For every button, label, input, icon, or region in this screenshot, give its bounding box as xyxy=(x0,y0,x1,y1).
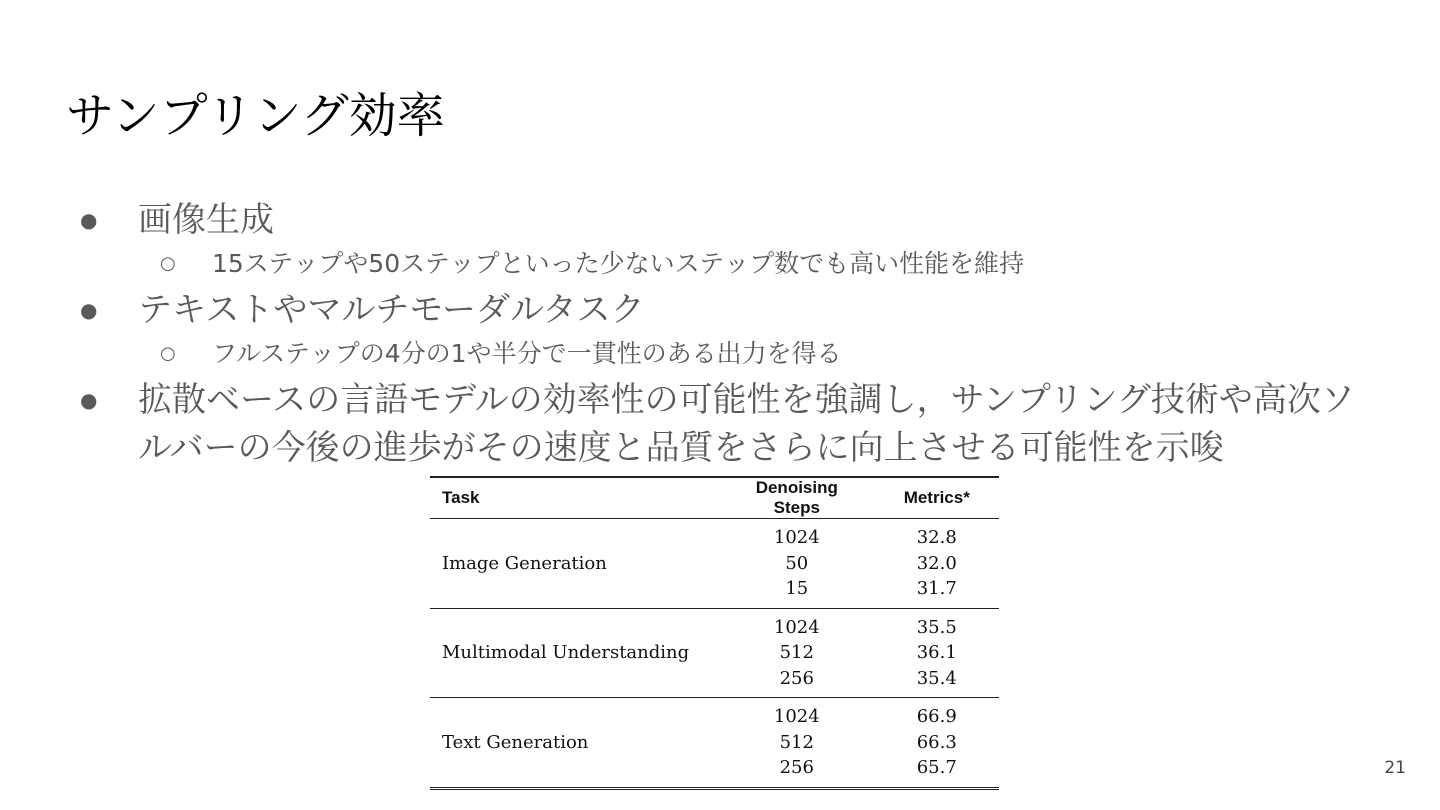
steps-value: 1024 xyxy=(773,527,820,548)
table-row xyxy=(430,608,999,698)
bullet-text: 画像生成 xyxy=(138,200,274,240)
steps-cell xyxy=(719,519,874,609)
page-number: 21 xyxy=(1384,758,1406,778)
metric-value: 36.1 xyxy=(916,642,957,663)
steps-value: 1024 xyxy=(773,706,820,727)
sub-bullet-item xyxy=(80,334,1380,374)
table-row xyxy=(430,519,999,609)
table-row xyxy=(430,698,999,789)
bullet-marker: ● xyxy=(80,388,98,412)
bullet-text: テキストやマルチモーダルタスク xyxy=(138,290,645,330)
bullet-marker: ● xyxy=(80,208,98,232)
steps-cell xyxy=(719,608,874,698)
bullet-marker: ● xyxy=(80,298,98,322)
metric-value: 31.7 xyxy=(916,578,957,599)
sub-bullet-text: 15ステップや50ステップといった少ないステップ数でも高い性能を維持 xyxy=(212,249,1025,278)
metrics-cell xyxy=(875,519,999,609)
bullet-list xyxy=(80,196,1380,472)
header-metrics: Metrics* xyxy=(903,488,970,507)
steps-value: 512 xyxy=(779,731,814,753)
bullet-text: 拡散ベースの言語モデルの効率性の可能性を強調し，サンプリング技術や高次ソルバーの今後の進歩がその速度と品質をさらに向上させる可能性を示唆 xyxy=(138,380,1355,468)
steps-value: 1024 xyxy=(773,616,820,638)
sub-bullet-text: フルステップの4分の1や半分で一貫性のある出力を得る xyxy=(212,339,842,368)
task-cell: Image Generation xyxy=(442,552,607,574)
metrics-cell xyxy=(875,608,999,698)
metric-value: 32.8 xyxy=(916,527,957,548)
steps-value: 512 xyxy=(779,642,814,663)
metric-value: 35.4 xyxy=(916,667,957,689)
metric-value: 35.5 xyxy=(916,616,957,638)
sub-bullet-marker: ○ xyxy=(160,253,176,274)
bullet-item xyxy=(80,376,1378,472)
steps-value: 50 xyxy=(785,552,809,574)
metric-value: 32.0 xyxy=(916,552,957,574)
steps-cell xyxy=(719,698,874,789)
metrics-cell xyxy=(875,698,999,789)
metric-value: 66.3 xyxy=(916,731,957,753)
steps-value: 256 xyxy=(779,757,814,778)
metric-value: 66.9 xyxy=(916,706,957,727)
metric-value: 65.7 xyxy=(916,757,957,778)
task-cell: Multimodal Understanding xyxy=(442,642,690,664)
steps-value: 256 xyxy=(779,667,814,689)
slide-title: サンプリング効率 xyxy=(66,88,445,144)
task-cell: Text Generation xyxy=(442,731,589,753)
bullet-item xyxy=(80,286,1380,334)
results-table xyxy=(430,476,999,790)
sub-bullet-marker: ○ xyxy=(160,343,176,364)
steps-value: 15 xyxy=(785,578,809,599)
header-steps: Denoising Steps xyxy=(755,478,838,517)
table-header-row xyxy=(430,477,999,519)
header-task: Task xyxy=(442,488,480,507)
bullet-item xyxy=(80,196,1380,244)
sub-bullet-item xyxy=(80,244,1380,284)
